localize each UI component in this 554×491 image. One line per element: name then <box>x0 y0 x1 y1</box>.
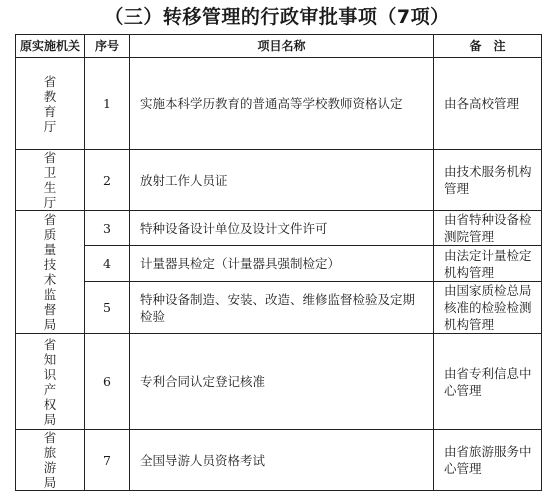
note-cell: 由技术服务机构管理 <box>434 150 542 211</box>
table-row <box>16 211 542 246</box>
header-item: 项目名称 <box>130 35 434 58</box>
item-cell: 计量器具检定（计量器具强制检定） <box>130 246 434 282</box>
number-cell: 3 <box>85 211 130 246</box>
note-cell: 由各高校管理 <box>434 58 542 150</box>
table-header-row <box>16 35 542 58</box>
item-cell: 实施本科学历教育的普通高等学校教师资格认定 <box>130 58 434 150</box>
header-org: 原实施机关 <box>16 35 85 58</box>
note-cell: 由国家质检总局核准的检验检测机构管理 <box>434 282 542 334</box>
note-cell: 由法定计量检定机构管理 <box>434 246 542 282</box>
table-row <box>16 150 542 211</box>
org-cell: 省旅游局 <box>16 430 85 491</box>
note-cell: 由省专利信息中心管理 <box>434 334 542 430</box>
org-cell: 省质量技术监督局 <box>16 211 85 334</box>
note-cell: 由省旅游服务中心管理 <box>434 430 542 491</box>
table-row <box>16 58 542 150</box>
item-cell: 特种设备设计单位及设计文件许可 <box>130 211 434 246</box>
number-cell: 6 <box>85 334 130 430</box>
number-cell: 1 <box>85 58 130 150</box>
number-cell: 4 <box>85 246 130 282</box>
table-row <box>16 282 542 334</box>
table-row <box>16 246 542 282</box>
number-cell: 7 <box>85 430 130 491</box>
header-no: 序号 <box>85 35 130 58</box>
header-note: 备 注 <box>434 35 542 58</box>
table-row <box>16 430 542 491</box>
item-cell: 放射工作人员证 <box>130 150 434 211</box>
org-cell: 省知识产权局 <box>16 334 85 430</box>
number-cell: 2 <box>85 150 130 211</box>
item-cell: 特种设备制造、安装、改造、维修监督检验及定期检验 <box>130 282 434 334</box>
number-cell: 5 <box>85 282 130 334</box>
org-cell: 省卫生厅 <box>16 150 85 211</box>
item-cell: 专利合同认定登记核准 <box>130 334 434 430</box>
org-cell: 省教育厅 <box>16 58 85 150</box>
page-title: （三）转移管理的行政审批事项（7项） <box>104 6 450 28</box>
table-row <box>16 334 542 430</box>
item-cell: 全国导游人员资格考试 <box>130 430 434 491</box>
note-cell: 由省特种设备检测院管理 <box>434 211 542 246</box>
approval-items-table <box>15 34 542 491</box>
